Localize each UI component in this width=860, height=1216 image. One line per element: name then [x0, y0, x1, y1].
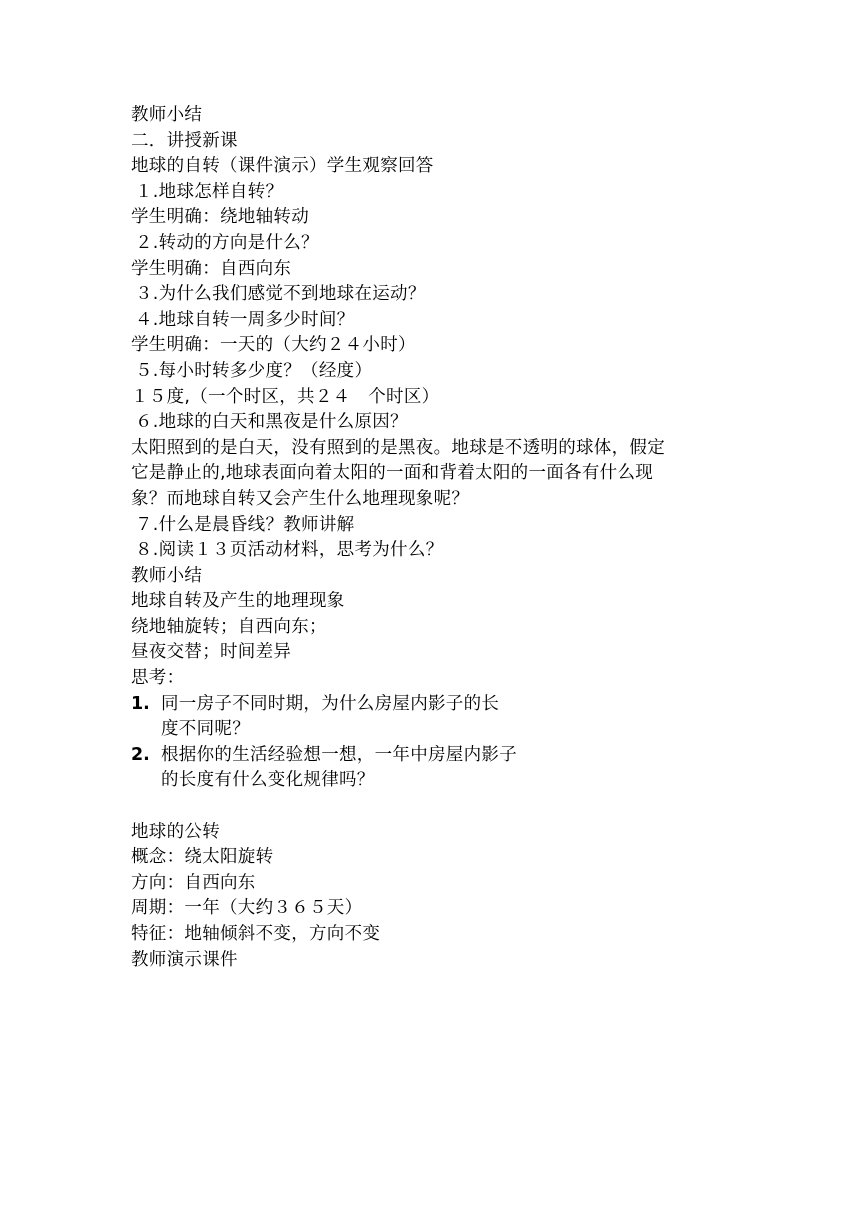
answer-4: 学生明确：一天的（大约２４小时）	[131, 335, 416, 356]
list-text-block	[161, 743, 517, 794]
revolution-feature: 特征：地轴倾斜不变，方向不变	[131, 924, 381, 944]
rotation-intro: 地球的自转（课件演示）学生观察回答	[131, 156, 434, 177]
think-item-2	[131, 743, 736, 794]
question-5: ５.每小时转多少度？（经度）	[135, 360, 373, 381]
summary-heading-2: 教师小结	[131, 565, 203, 586]
question-3: ３.为什么我们感觉不到地球在运动？	[135, 284, 426, 305]
revolution-direction: 方向：自西向东	[131, 872, 256, 893]
revolution-period: 周期：一年（大约３６５天）	[131, 898, 363, 919]
paragraph-line: 它是静止的,地球表面向着太阳的一面和背着太阳的一面各有什么现	[131, 463, 654, 484]
paragraph-line: 太阳照到的是白天，没有照到的是黑夜。地球是不透明的球体，假定	[131, 437, 665, 458]
question-6: ６.地球的白天和黑夜是什么原因？	[135, 412, 408, 433]
summary-heading-1: 教师小结	[131, 105, 203, 125]
question-8: ８.阅读１３页活动材料，思考为什么？	[135, 540, 444, 561]
teacher-demo: 教师演示课件	[131, 949, 238, 970]
revolution-concept: 概念：绕太阳旋转	[131, 847, 274, 868]
think-heading: 思考：	[131, 668, 185, 689]
list-number: 1.	[131, 693, 150, 714]
paragraph-line: 象？而地球自转又会产生什么地理现象呢？	[131, 488, 470, 509]
list-number: 2.	[131, 744, 150, 765]
list-text-line: 度不同呢？	[161, 719, 250, 740]
summary-point-2: 昼夜交替；时间差异	[131, 642, 292, 663]
list-text-block	[161, 692, 499, 743]
document-body	[131, 103, 736, 973]
blank-line	[131, 794, 736, 820]
summary-point-1: 绕地轴旋转；自西向东；	[131, 616, 327, 637]
question-7: ７.什么是晨昏线？教师讲解	[135, 514, 355, 535]
day-night-paragraph	[131, 436, 736, 513]
list-text-line: 同一房子不同时期，为什么房屋内影子的长	[161, 693, 500, 714]
revolution-heading: 地球的公转	[131, 821, 220, 842]
question-4: ４.地球自转一周多少时间？	[135, 309, 355, 330]
question-1: １.地球怎样自转？	[135, 181, 284, 202]
summary-title: 地球自转及产生的地理现象	[131, 591, 345, 612]
answer-1: 学生明确：绕地轴转动	[131, 207, 309, 228]
answer-5: １５度,（一个时区，共２４ 个时区）	[131, 386, 440, 407]
question-2: ２.转动的方向是什么？	[135, 232, 319, 253]
section-heading-new-lesson: 二．讲授新课	[131, 130, 238, 151]
list-text-line: 根据你的生活经验想一想，一年中房屋内影子	[161, 744, 517, 765]
answer-2: 学生明确：自西向东	[131, 258, 292, 279]
list-text-line: 的长度有什么变化规律吗？	[161, 770, 375, 791]
think-item-1	[131, 692, 736, 743]
